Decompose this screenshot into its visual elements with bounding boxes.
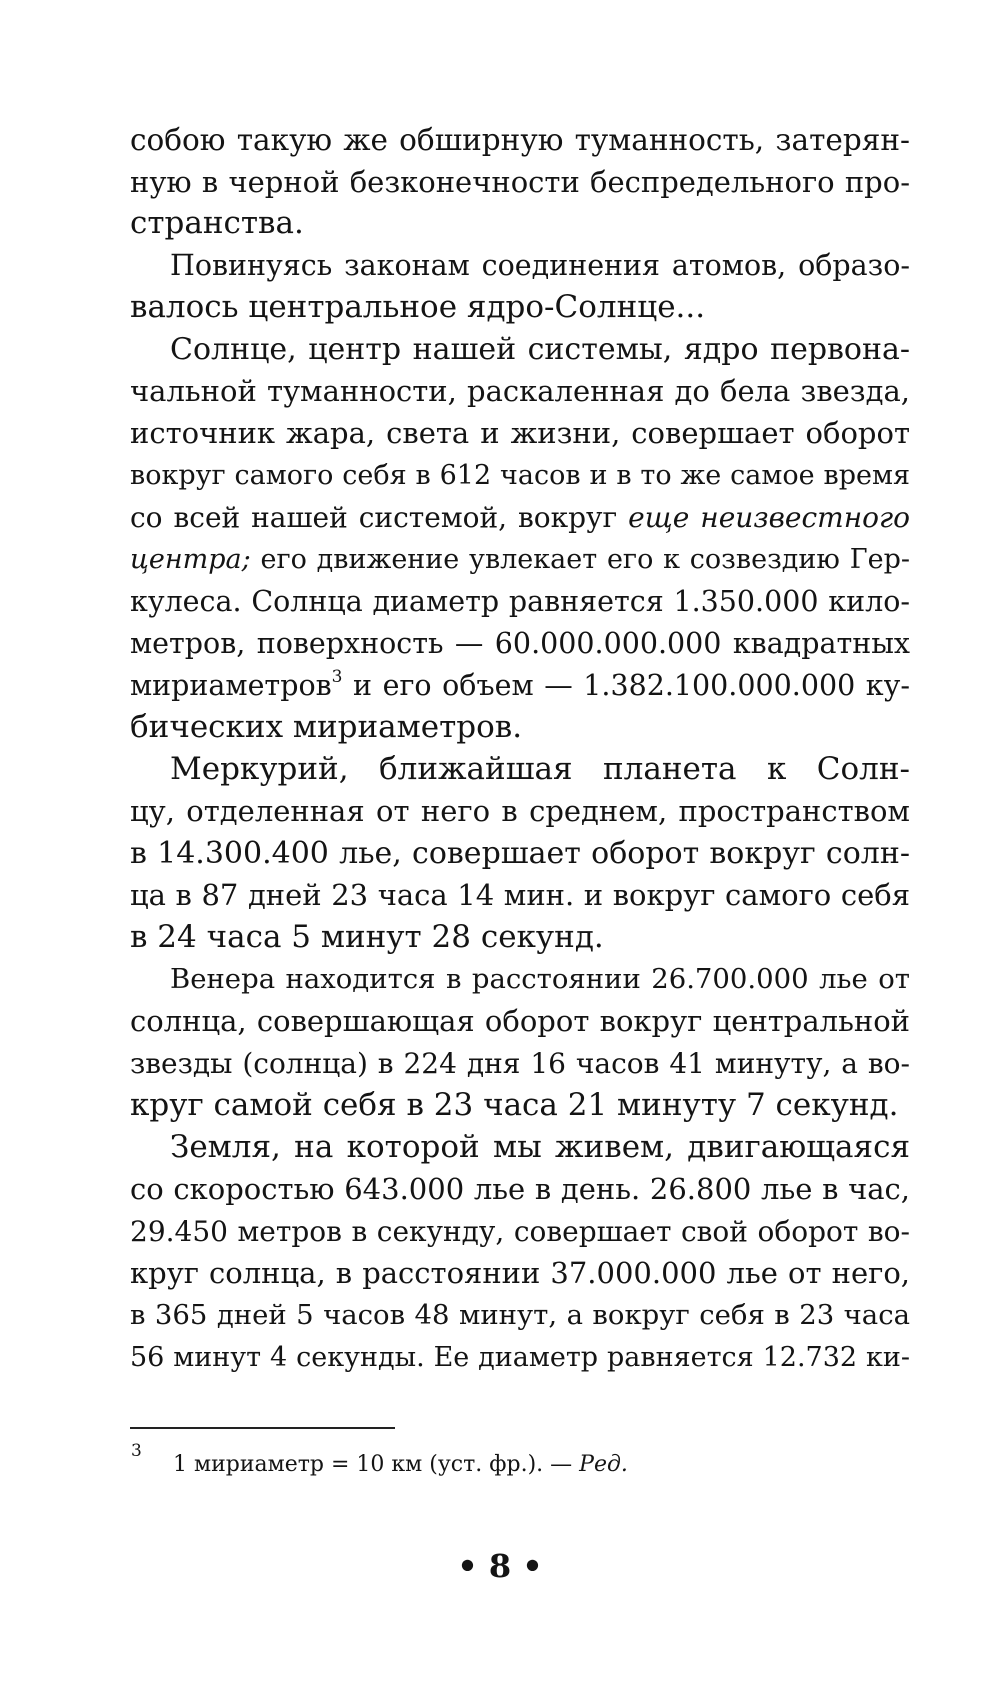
italic-text: еще неизвестного [628, 501, 911, 534]
text-line: в 365 дней 5 часов 48 минут, а вокруг себя в 23 часа [130, 1299, 910, 1331]
text-line: круг самой себя в 23 часа 21 минуту 7 секунд. [130, 1087, 899, 1123]
text-line [130, 495, 910, 540]
text-line: в 24 часа 5 минут 28 секунд. [130, 919, 604, 955]
text-line: источник жара, света и жизни, совершает оборот [130, 416, 910, 450]
text-span: и его объем — 1.382.100.000.000 ку- [342, 669, 910, 702]
footnote-reference: 3 [331, 666, 343, 687]
text-line: странства. [130, 205, 304, 241]
text-line [130, 537, 910, 582]
text-line: 29.450 метров в секунду, совершает свой оборот во- [130, 1215, 910, 1248]
text-line: вокруг самого себя в 612 часов и в то же самое время [130, 460, 910, 491]
text-line [130, 663, 910, 708]
page-number: • 8 • [457, 1547, 543, 1585]
footnote-separator [130, 1427, 395, 1429]
text-line: звезды (солнца) в 224 дня 16 часов 41 минуту, а во- [130, 1047, 910, 1080]
text-line: круг солнца, в расстоянии 37.000.000 лье от него, [130, 1256, 910, 1290]
text-line: в 14.300.400 лье, совершает оборот вокруг солн- [130, 836, 910, 871]
text-line: валось центральное ядро-Солнце... [130, 289, 706, 325]
text-span: его движение увлекает его к созвездию Гер- [250, 544, 910, 575]
text-line: Венера находится в расстоянии 26.700.000 лье от [170, 963, 910, 995]
text-line: собою такую же обширную туманность, затерян- [130, 123, 910, 157]
footnote-marker: 3 [131, 1441, 142, 1461]
text-line: Солнце, центр нашей системы, ядро первона- [170, 332, 910, 367]
footnote-text [173, 1450, 628, 1480]
text-line: ную в черной безконечности беспредельного про- [130, 165, 910, 199]
text-line: цу, отделенная от него в среднем, пространством [130, 794, 910, 828]
text-line: Земля, на которой мы живем, двигающаяся [170, 1129, 910, 1165]
text-line: 56 минут 4 секунды. Ее диаметр равняется 12.732 ки- [130, 1342, 910, 1373]
text-span: мириаметров [130, 669, 332, 702]
text-line: чальной туманности, раскаленная до бела звезда, [130, 374, 910, 408]
text-span: со всей нашей системой, вокруг [130, 501, 629, 534]
text-line: Повинуясь законам соединения атомов, образо- [170, 249, 910, 282]
footnote-editor: Ред. [579, 1452, 628, 1477]
text-line: кулеса. Солнца диаметр равняется 1.350.000 кило- [130, 585, 910, 618]
text-line: солнца, совершающая оборот вокруг центральной [130, 1004, 910, 1038]
text-line: Меркурий, ближайшая планета к Солн- [170, 751, 910, 787]
text-line: метров, поверхность — 60.000.000.000 квадратных [130, 627, 910, 660]
footnote-body: 1 мириаметр = 10 км (уст. фр.). — [173, 1452, 580, 1477]
text-line: бических мириаметров. [130, 709, 523, 745]
text-line: ца в 87 дней 23 часа 14 мин. и вокруг самого себя [130, 878, 910, 912]
italic-text: центра; [130, 544, 251, 575]
text-line: со скоростью 643.000 лье в день. 26.800 лье в час, [130, 1172, 910, 1206]
